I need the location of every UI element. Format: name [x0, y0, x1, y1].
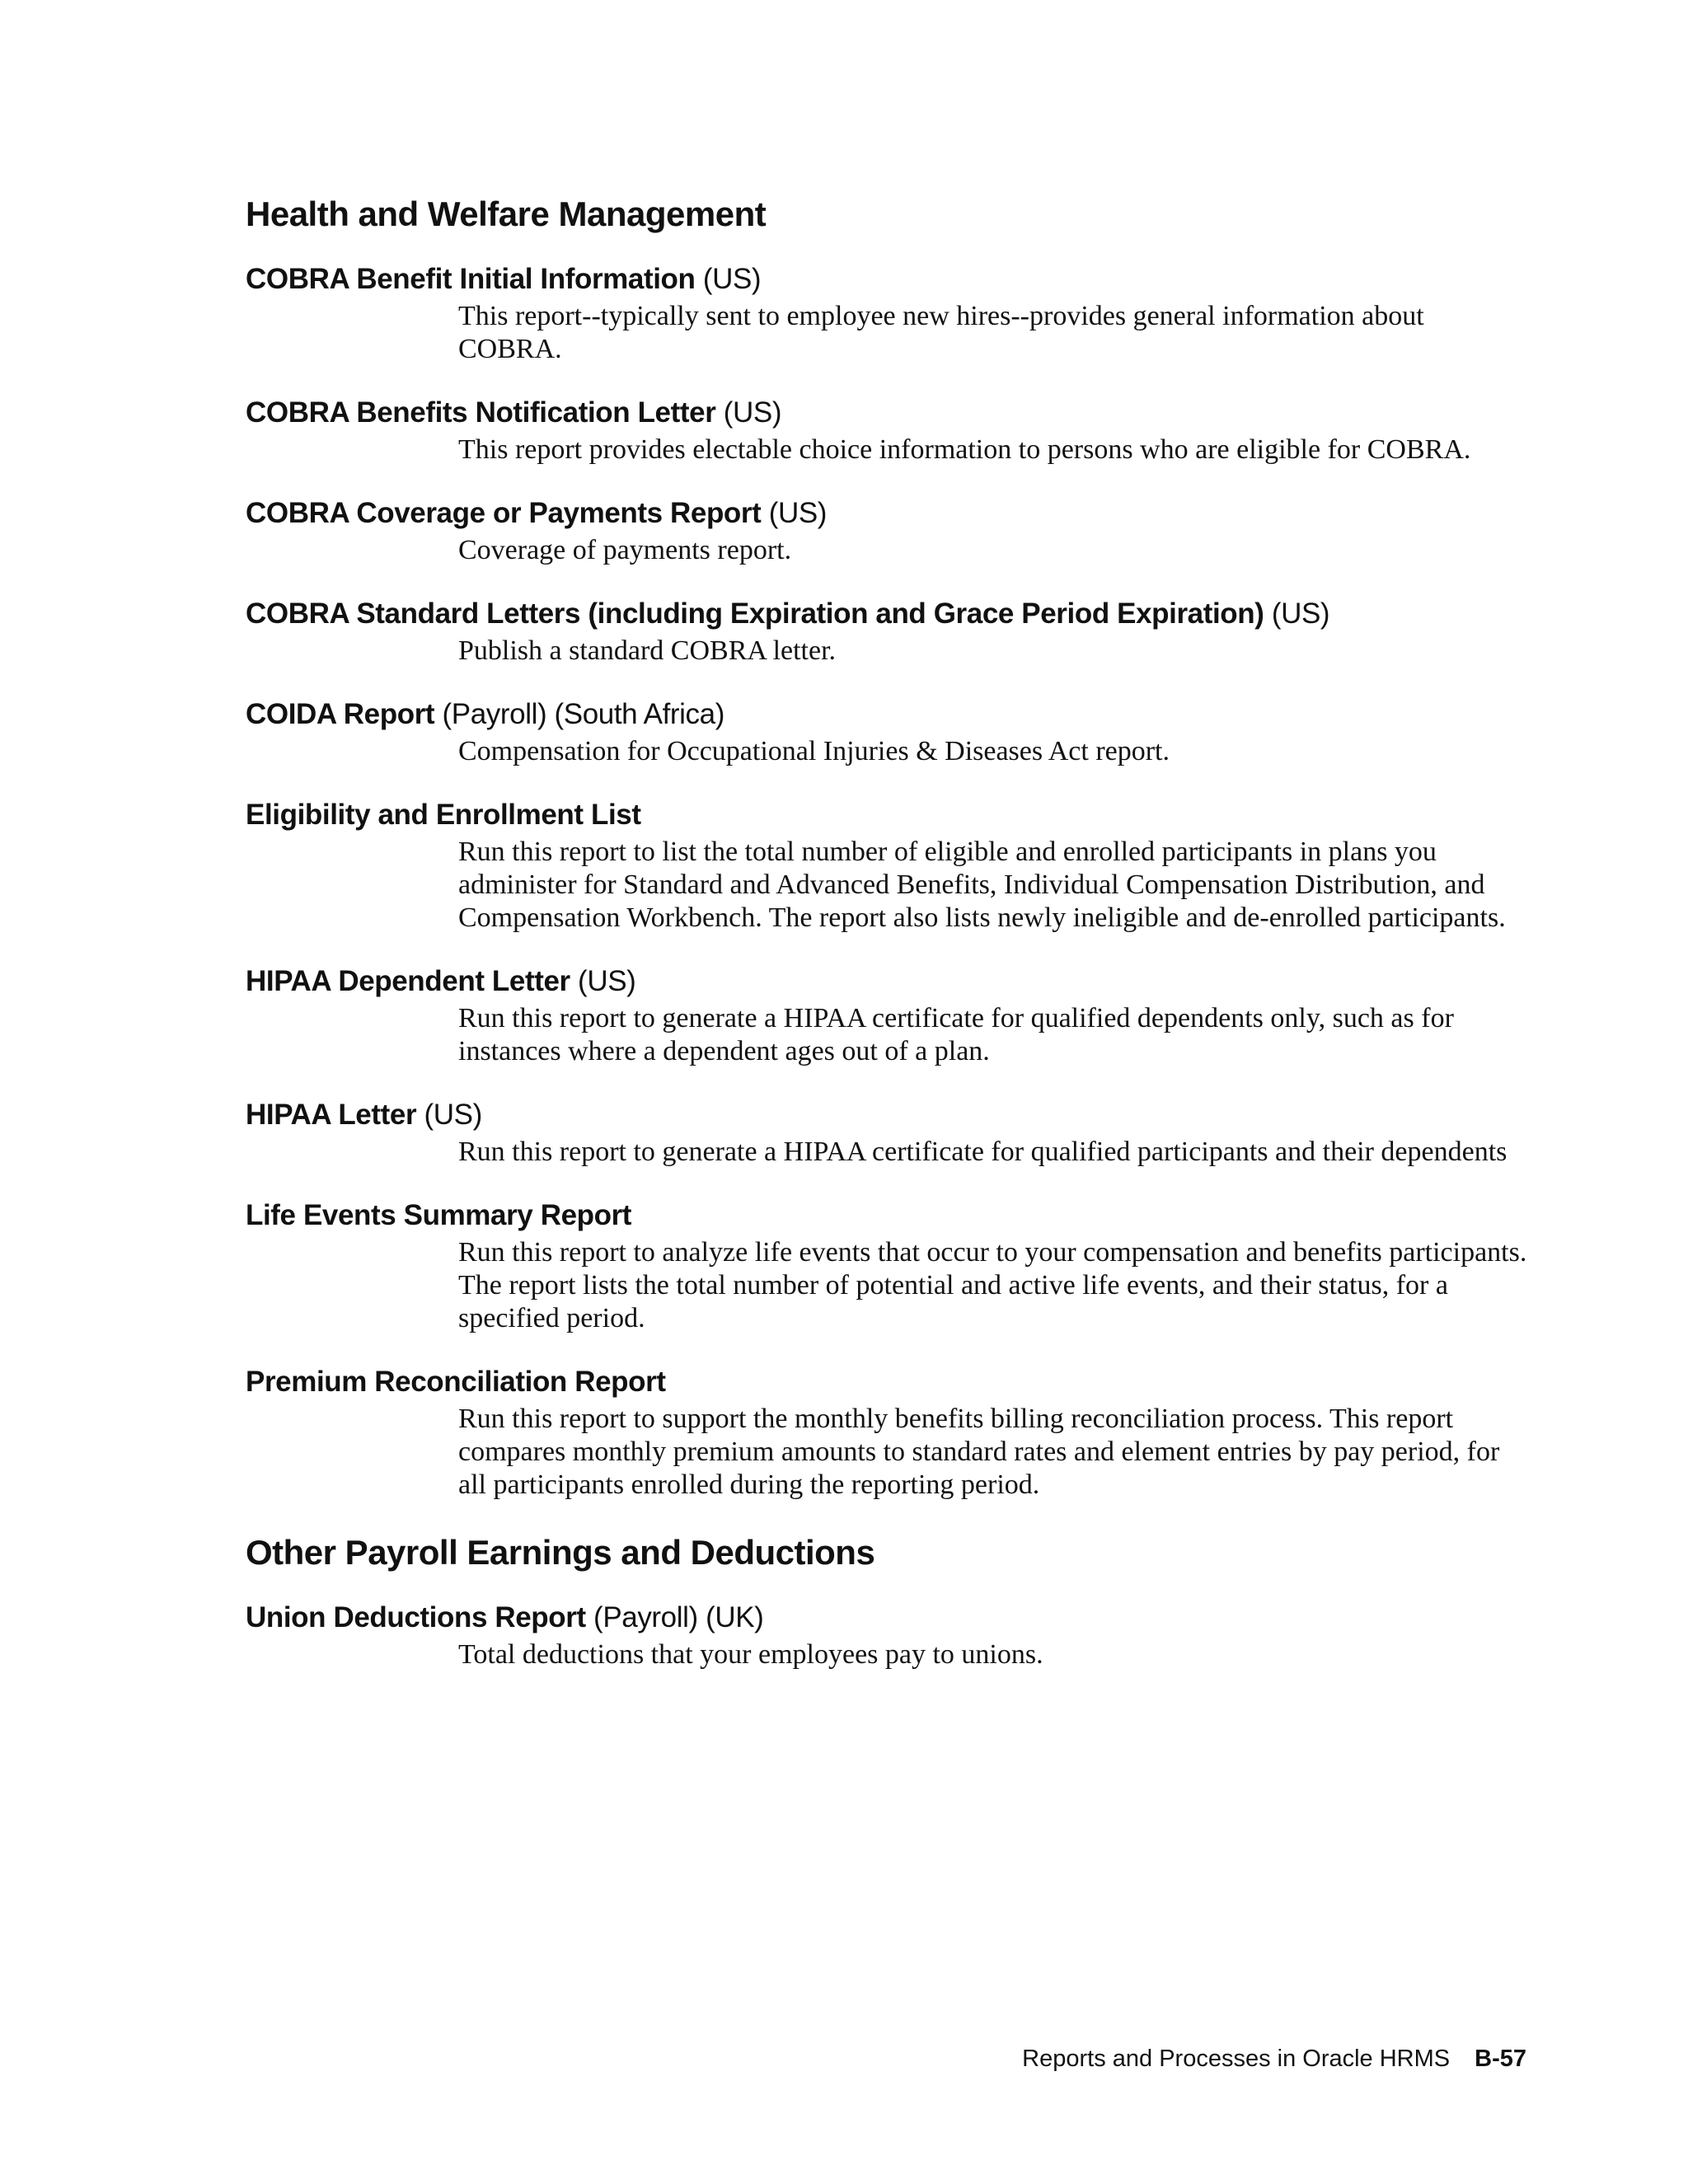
report-name: Life Events Summary Report: [246, 1199, 632, 1231]
section-other-payroll: [246, 1530, 1531, 1671]
footer-book-title: Reports and Processes in Oracle HRMS: [1022, 2046, 1451, 2072]
report-qualifier: (US): [761, 497, 828, 529]
report-qualifier: (US): [570, 965, 636, 997]
report-qualifier: (Payroll) (UK): [585, 1601, 764, 1633]
report-qualifier: (US): [416, 1099, 482, 1131]
report-description: Total deductions that your employees pay to unions.: [458, 1639, 1043, 1670]
report-qualifier: (US): [695, 263, 762, 295]
section-title: Other Payroll Earnings and Deductions: [246, 1533, 875, 1572]
report-entry: [246, 1363, 1531, 1502]
report-name: COBRA Benefits Notification Letter: [246, 396, 716, 429]
report-description: Run this report to generate a HIPAA certificate for qualified dependents only, such as for instances where a dependent ages out of a plan.: [458, 1003, 1454, 1066]
report-qualifier: (US): [1264, 598, 1330, 630]
report-name: COBRA Coverage or Payments Report: [246, 497, 762, 529]
report-heading: [246, 595, 1531, 633]
report-heading: [246, 1599, 1531, 1637]
report-entry: [246, 696, 1531, 768]
report-entry: [246, 494, 1531, 567]
report-name: COBRA Benefit Initial Information: [246, 263, 696, 295]
section-title: Health and Welfare Management: [246, 194, 767, 233]
report-heading: [246, 260, 1531, 298]
report-description: Run this report to generate a HIPAA certificate for qualified participants and their dependents: [458, 1137, 1507, 1167]
report-description: Run this report to analyze life events that occur to your compensation and benefits participants. The report lists the total number of potential and active life events, and their status, for a specified period.: [458, 1237, 1527, 1333]
report-name: COIDA Report: [246, 698, 435, 730]
report-description: Compensation for Occupational Injuries & Diseases Act report.: [458, 736, 1170, 766]
report-description: Publish a standard COBRA letter.: [458, 635, 837, 666]
document-body: [246, 191, 1531, 1699]
report-entry: [246, 1197, 1531, 1335]
report-entry: [246, 1599, 1531, 1671]
report-entry: [246, 595, 1531, 668]
report-heading: [246, 963, 1531, 1001]
report-name: HIPAA Letter: [246, 1099, 417, 1131]
report-name: COBRA Standard Letters (including Expiration and Grace Period Expiration): [246, 598, 1264, 630]
report-name: Eligibility and Enrollment List: [246, 799, 641, 831]
report-description: This report provides electable choice information to persons who are eligible for COBRA.: [458, 434, 1471, 465]
report-qualifier: (US): [715, 396, 782, 429]
report-name: HIPAA Dependent Letter: [246, 965, 570, 997]
report-entry: [246, 260, 1531, 366]
section-health-welfare: [246, 191, 1531, 1502]
report-heading: [246, 1197, 1531, 1235]
report-name: Union Deductions Report: [246, 1601, 586, 1633]
report-heading: [246, 696, 1531, 733]
report-description: Run this report to list the total number of eligible and enrolled participants in plans you administer for Standard and Advanced Benefits, Individual Compensation Distribution, and Compensation Workbench. The report also lists newly ineligible and de-enrolled participants.: [458, 837, 1506, 933]
report-description: This report--typically sent to employee new hires--provides general information about COBRA.: [458, 301, 1424, 364]
report-heading: [246, 1363, 1531, 1401]
report-heading: [246, 1096, 1531, 1134]
report-entry: [246, 1096, 1531, 1169]
page-number: B-57: [1475, 2046, 1526, 2072]
report-heading: [246, 796, 1531, 834]
report-entry: [246, 394, 1531, 466]
report-description: Coverage of payments report.: [458, 535, 792, 565]
report-entry: [246, 963, 1531, 1068]
report-heading: [246, 494, 1531, 532]
report-qualifier: (Payroll) (South Africa): [434, 698, 724, 730]
report-entry: [246, 796, 1531, 935]
page-footer: [1022, 2044, 1526, 2074]
report-name: Premium Reconciliation Report: [246, 1366, 666, 1398]
report-description: Run this report to support the monthly benefits billing reconciliation process. This report compares monthly premium amounts to standard rates and element entries by pay period, for all participants enrolled during the reporting period.: [458, 1404, 1500, 1500]
report-heading: [246, 394, 1531, 432]
